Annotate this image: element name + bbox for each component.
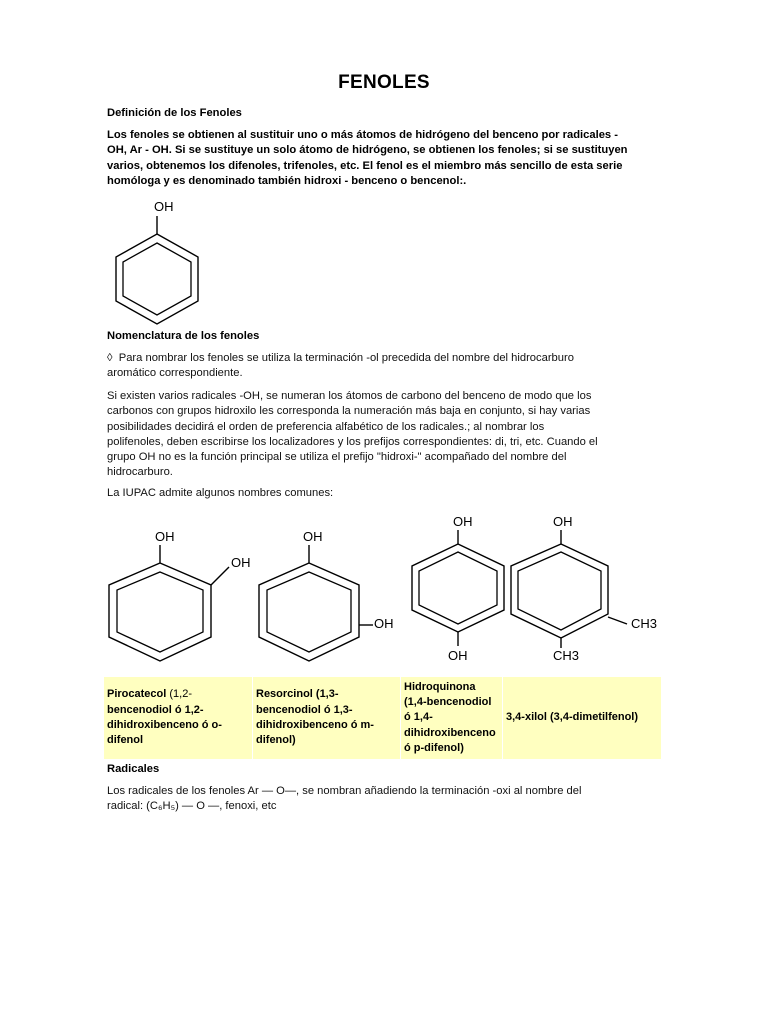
xylenol-structure: [505, 512, 665, 664]
radicals-heading: Radicales: [107, 763, 160, 775]
cell-detail: bencenodiol ó 1,2-: [107, 703, 204, 716]
table-cell-hydroquinone: [401, 677, 503, 760]
phenol-structure: [100, 196, 230, 321]
cell-detail: (1,2-: [166, 688, 192, 701]
text-line: OH, Ar - OH. Si se sustituye un solo átomo de hidrógeno, se obtienen los fenoles; si se sustituyen: [107, 144, 628, 157]
cell-detail: Resorcinol (1,3-: [256, 688, 339, 701]
text-line: hidrocarburo.: [107, 466, 173, 479]
nomenclature-heading: Nomenclatura de los fenoles: [107, 330, 260, 342]
text-line: aromático correspondiente.: [107, 367, 243, 380]
text-line: homóloga y es denominado también hidroxi - benceno o bencenol:.: [107, 174, 467, 187]
cell-detail: ó p-difenol): [404, 741, 464, 754]
text-line: polifenoles, deben escribirse los localizadores y los prefijos correspondientes: di, tri, etc. Cuando el: [107, 435, 598, 448]
cell-name: Pirocatecol: [107, 688, 167, 701]
text-line: [107, 351, 667, 366]
cell-detail: ó 1,4-: [404, 711, 433, 724]
oh-label: OH: [155, 529, 175, 544]
definition-heading: Definición de los Fenoles: [107, 107, 242, 119]
oh-label: OH: [303, 529, 323, 544]
cell-detail: dihidroxibenceno ó o-: [107, 719, 222, 731]
oh-label: OH: [553, 514, 573, 529]
text-line: radical: (C₆H₅) — O —, fenoxi, etc: [107, 800, 277, 813]
cell-detail: difenol): [256, 734, 296, 747]
table-cell-pyrocatechol: [104, 677, 253, 760]
ch3-label: CH3: [553, 648, 580, 663]
cell-detail: (1,4-bencenodiol: [404, 696, 492, 709]
benzene-inner-ring: [123, 243, 191, 315]
cell-detail: bencenodiol ó 1,3-: [256, 703, 353, 716]
text-line: grupo OH no es la función principal se utiliza el prefijo "hidroxi-" acompañado del nombre del: [107, 451, 567, 464]
text-line: varios, obtenemos los difenoles, trifenoles, etc. El fenol es el miembro más sencillo de esta serie: [107, 159, 623, 172]
oh-label: OH: [453, 514, 473, 529]
cell-detail: difenol: [107, 734, 144, 747]
oh-clipped-label: OH: [374, 616, 394, 631]
bullet-text: Para nombrar los fenoles se utiliza la terminación -ol precedida del nombre del hidrocarburo: [118, 352, 574, 364]
cell-detail: 3,4-xilol (3,4-dimetilfenol): [506, 711, 639, 724]
oh-label: OH: [448, 648, 468, 663]
benzene-ring: [116, 234, 198, 324]
cell-detail: dihidroxibenceno: [404, 726, 496, 739]
phenol-oh-label: OH: [154, 199, 174, 214]
ch3-label: CH3: [631, 616, 658, 631]
nomenclature-bullet: [107, 351, 667, 382]
hydroquinone-structure: [400, 512, 510, 664]
radicals-paragraph: [107, 784, 667, 815]
table-row: [104, 677, 662, 760]
text-line: Si existen varios radicales -OH, se numeran los átomos de carbono del benceno de modo que los: [107, 390, 592, 402]
definition-paragraph: [107, 128, 667, 189]
table-cell-resorcinol: [253, 677, 401, 760]
iupac-line: La IUPAC admite algunos nombres comunes:: [107, 487, 334, 499]
page-title: FENOLES: [338, 72, 430, 93]
common-names-table: [103, 676, 662, 760]
oh-clipped-label: OH: [231, 555, 251, 570]
bullet-glyph: ◊: [107, 352, 113, 364]
text-line: posibilidades decidirá el orden de preferencia alfabético de los radicales.; al nombrar los: [107, 420, 545, 433]
table-cell-xylenol: [503, 677, 662, 760]
text-line: carbonos con grupos hidroxilo les corresponda la numeración más baja en conjunto, si hay varias: [107, 405, 591, 418]
pyrocatechol-structure: [103, 527, 263, 667]
text-line: Los radicales de los fenoles Ar — O—, se nombran añadiendo la terminación -oxi al nombre del: [107, 785, 582, 797]
nomenclature-paragraph: [107, 389, 667, 481]
resorcinol-structure: [253, 527, 413, 667]
cell-detail: Hidroquinona: [404, 680, 476, 693]
cell-detail: dihidroxibenceno ó m-: [256, 719, 374, 731]
text-line: Los fenoles se obtienen al sustituir uno o más átomos de hidrógeno del benceno por radicales -: [107, 129, 618, 141]
